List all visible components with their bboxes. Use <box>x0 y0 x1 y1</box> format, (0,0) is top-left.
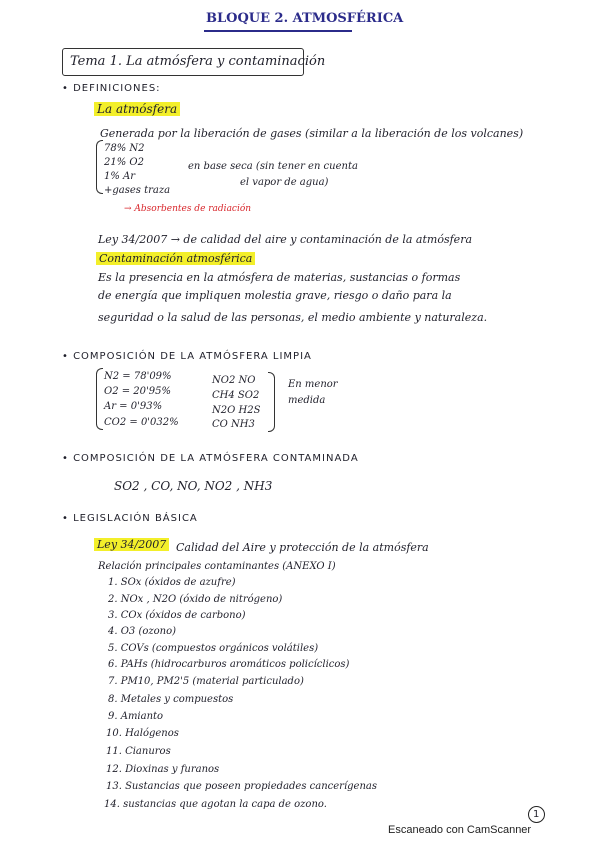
limpia-ar: Ar = 0'93% <box>104 401 163 412</box>
atmosfera-desc: Generada por la liberación de gases (similar a la liberación de los volcanes) <box>100 127 524 140</box>
contaminante-14: 14. sustancias que agotan la capa de ozono. <box>104 799 327 810</box>
contaminante-12: 12. Dioxinas y furanos <box>106 764 220 775</box>
composition-ar: 1% Ar <box>104 171 136 182</box>
contaminacion-line-1: Es la presencia en la atmósfera de materias, sustancias o formas <box>98 271 461 284</box>
composition-n2: 78% N2 <box>104 143 145 154</box>
limpia-minor-1: NO2 NO <box>212 375 256 386</box>
ley-highlight: Ley 34/2007 <box>94 538 169 551</box>
composition-traza: +gases traza <box>104 185 171 196</box>
contaminante-2: 2. NOx , N2O (óxido de nitrógeno) <box>108 594 283 605</box>
contaminante-4: 4. O3 (ozono) <box>108 626 177 637</box>
limpia-minor-4: CO NH3 <box>212 419 255 430</box>
contaminacion-line-3: seguridad o la salud de las personas, el medio ambiente y naturaleza. <box>98 311 488 324</box>
page-number: 1 <box>533 809 540 820</box>
composition-brace <box>96 140 103 194</box>
vapor-note: el vapor de agua) <box>240 177 329 188</box>
section-legislacion: • LEGISLACIÓN BÁSICA <box>62 513 198 524</box>
contaminante-5: 5. COVs (compuestos orgánicos volátiles) <box>108 643 319 654</box>
base-seca-note: en base seca (sin tener en cuenta <box>188 161 358 172</box>
tema-title: Tema 1. La atmósfera y contaminación <box>70 54 326 69</box>
ley-title: Calidad del Aire y protección de la atmósfera <box>176 541 429 554</box>
contaminante-6: 6. PAHs (hidrocarburos aromáticos policíclicos) <box>108 659 350 670</box>
limpia-minor-3: N2O H2S <box>212 405 261 416</box>
composition-o2: 21% O2 <box>104 157 144 168</box>
contaminante-3: 3. COx (óxidos de carbono) <box>108 610 246 621</box>
contaminacion-heading: Contaminación atmosférica <box>96 252 255 265</box>
contaminacion-line-2: de energía que impliquen molestia grave, riesgo o daño para la <box>98 289 452 302</box>
limpia-co2: CO2 = 0'032% <box>104 417 179 428</box>
contaminante-7: 7. PM10, PM2'5 (material particulado) <box>108 676 304 687</box>
relacion-contaminantes: Relación principales contaminantes (ANEXO I) <box>98 561 336 572</box>
page-title <box>206 12 403 25</box>
absorbentes-note: → Absorbentes de radiación <box>124 204 252 214</box>
contaminante-9: 9. Amianto <box>108 711 164 722</box>
contaminante-13: 13. Sustancias que poseen propiedades cancerígenas <box>106 781 378 792</box>
title-underline <box>204 30 352 32</box>
limpia-minor-2: CH4 SO2 <box>212 390 260 401</box>
menor-note-1: En menor <box>288 379 338 390</box>
section-definiciones: • DEFINICIONES: <box>62 83 161 94</box>
atmosfera-heading: La atmósfera <box>94 102 180 116</box>
limpia-n2: N2 = 78'09% <box>104 371 172 382</box>
page-title-text: BLOQUE 2. ATMOSFÉRICA <box>206 11 404 26</box>
section-composicion-contaminada: • COMPOSICIÓN DE LA ATMÓSFERA CONTAMINADA <box>62 453 359 464</box>
ley-reference: Ley 34/2007 → de calidad del aire y contaminación de la atmósfera <box>98 233 473 246</box>
section-composicion-limpia: • COMPOSICIÓN DE LA ATMÓSFERA LIMPIA <box>62 351 312 362</box>
contaminante-10: 10. Halógenos <box>106 728 179 739</box>
contaminante-11: 11. Cianuros <box>106 746 171 757</box>
limpia-brace <box>96 368 103 430</box>
menor-note-2: medida <box>288 395 326 406</box>
contaminada-list: SO2 , CO, NO, NO2 , NH3 <box>114 479 273 493</box>
camscanner-footer: Escaneado con CamScanner <box>388 824 532 836</box>
limpia-o2: O2 = 20'95% <box>104 386 171 397</box>
minor-brace <box>268 372 275 432</box>
contaminante-1: 1. SOx (óxidos de azufre) <box>108 577 236 588</box>
contaminante-8: 8. Metales y compuestos <box>108 694 234 705</box>
